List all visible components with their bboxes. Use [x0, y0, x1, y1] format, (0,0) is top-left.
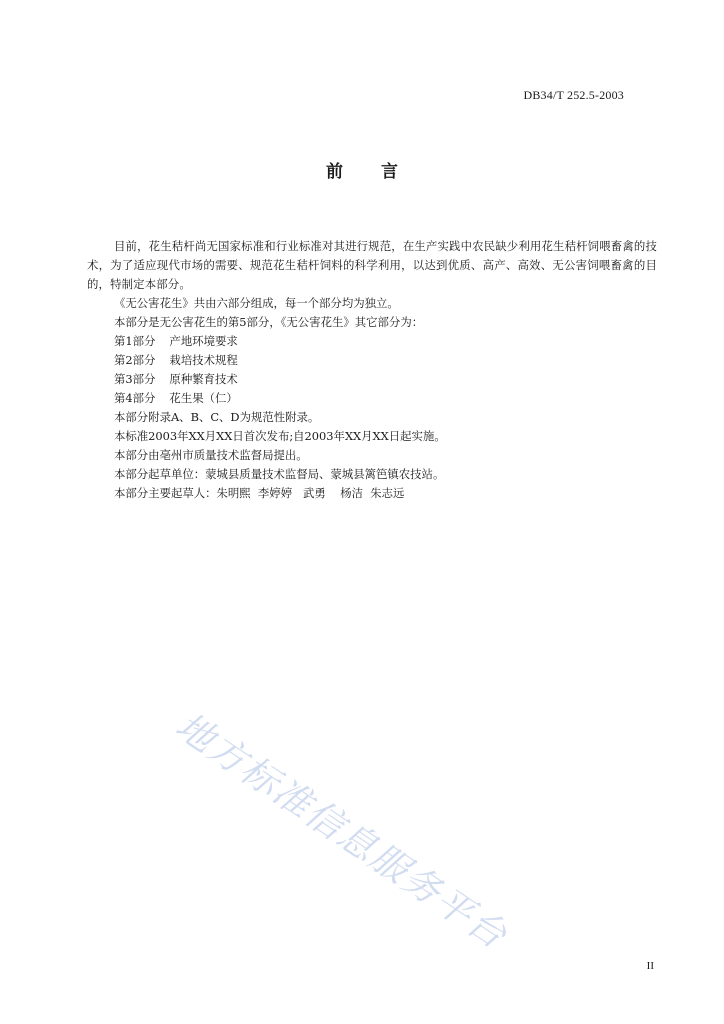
part-number: 第1部分	[114, 334, 156, 348]
part-name: 产地环境要求	[169, 334, 238, 348]
appendix-note: 本部分附录A、B、C、D为规范性附录。	[114, 410, 320, 424]
composition-paragraph: 《无公害花生》共由六部分组成，每一个部分均为独立。	[114, 296, 399, 310]
document-code: DB34/T 252.5-2003	[523, 88, 624, 102]
part-number: 第2部分	[114, 353, 156, 367]
part-name: 花生果（仁）	[169, 391, 238, 405]
intro-paragraph: 目前，花生秸杆尚无国家标准和行业标准对其进行规范，在生产实践中农民缺少利用花生秸杆饲喂畜禽的技术，为了适应现代市场的需要、规范花生秸杆饲料的科学利用，以达到优质、高产、高效、无公害饲喂畜禽的目的，特制定本部分。	[87, 239, 657, 291]
part-intro-paragraph: 本部分是无公害花生的第5部分，《无公害花生》其它部分为：	[114, 315, 424, 329]
page-number: II	[646, 960, 654, 972]
drafting-unit-note: 本部分起草单位：蒙城县质量技术监督局、蒙城县篱笆镇农技站。	[114, 467, 445, 481]
page-title: 前言	[326, 162, 436, 182]
release-date-note: 本标准2003年XX月XX日首次发布;自2003年XX月XX日起实施。	[114, 429, 446, 443]
part-list-item	[87, 332, 657, 351]
watermark: 地方标准信息服务平台	[168, 704, 516, 958]
part-name: 原种繁育技术	[169, 372, 238, 386]
part-list-item	[87, 389, 657, 408]
part-number: 第4部分	[114, 391, 156, 405]
part-name: 栽培技术规程	[169, 353, 238, 367]
part-list-item	[87, 370, 657, 389]
part-number: 第3部分	[114, 372, 156, 386]
proposer-note: 本部分由亳州市质量技术监督局提出。	[114, 448, 308, 462]
drafters-note: 本部分主要起草人：朱明熙 李婷婷 武勇 杨洁 朱志远	[114, 486, 405, 500]
part-list-item	[87, 351, 657, 370]
foreword-body	[87, 237, 657, 503]
